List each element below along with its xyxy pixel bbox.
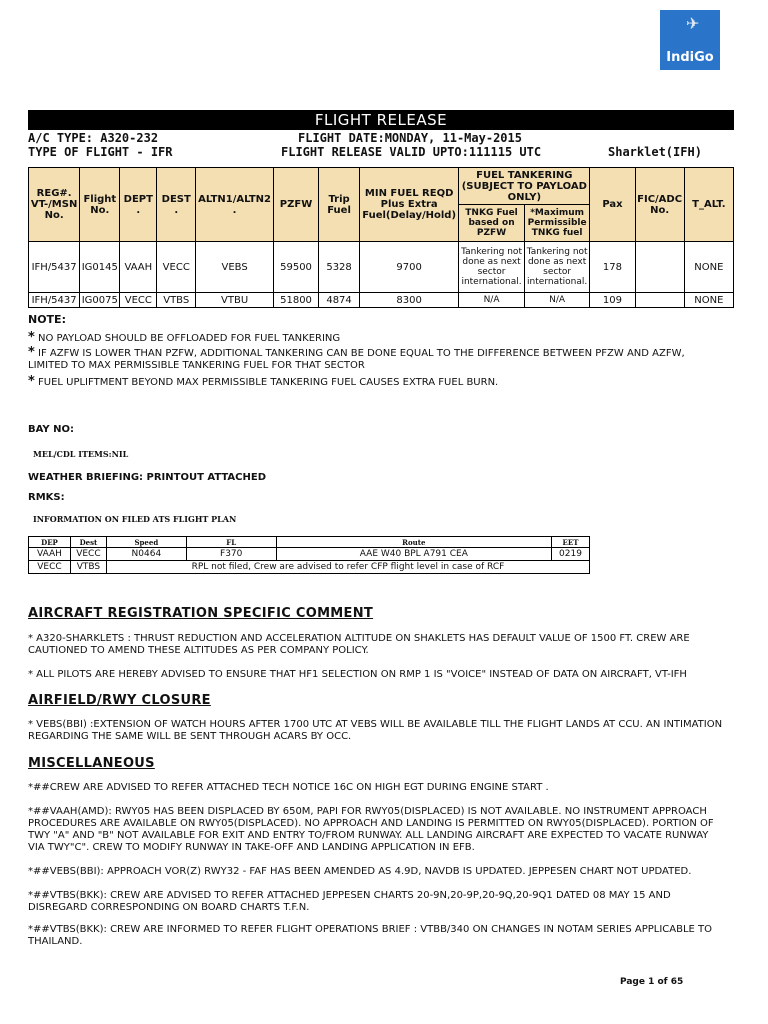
cell-pzfw: 59500	[273, 242, 318, 293]
misc-item: *##VEBS(BBI): APPROACH VOR(Z) RWY32 - FAF HAS BEEN AMENDED AS 4.9D, NAVDB IS UPDATED. JEPPESEN CHART NOT UPDATED.	[28, 866, 692, 877]
cell-fic	[635, 293, 684, 308]
cell-pzfw: 51800	[273, 293, 318, 308]
ats-cell-dest: VTBS	[70, 561, 106, 574]
page-number: Page 1 of 65	[620, 977, 684, 987]
table-row	[29, 548, 590, 561]
cell-min-fuel: 9700	[360, 242, 459, 293]
col-pzfw: PZFW	[273, 168, 318, 242]
misc-heading: MISCELLANEOUS	[28, 756, 155, 771]
ats-cell-route: AAE W40 BPL A791 CEA	[276, 548, 551, 561]
col-reg: REG#. VT-/MSN No.	[29, 168, 80, 242]
misc-item: *##CREW ARE ADVISED TO REFER ATTACHED TECH NOTICE 16C ON HIGH EGT DURING ENGINE START .	[28, 782, 549, 793]
table-row	[29, 242, 734, 293]
ats-col-fl: FL	[186, 537, 276, 548]
col-fic: FIC/ADC No.	[635, 168, 684, 242]
logo-text: IndiGo	[666, 50, 714, 65]
note-item: * IF AZFW IS LOWER THAN PZFW, ADDITIONAL TANKERING CAN BE DONE EQUAL TO THE DIFFERENCE BETWEEN PFZW AND AZFW, LIMITED TO MAX PERMISSIBLE TANKERING FUEL FOR THAT SECTOR	[28, 345, 685, 371]
cell-trip: 4874	[319, 293, 360, 308]
misc-item: *##VTBS(BKK): CREW ARE ADVISED TO REFER ATTACHED JEPPESEN CHARTS 20-9N,20-9P,20-9Q,20-9Q1 DATED 08 MAY 15 AND DISREGARD CORRESPONDING ON BOARD CHARTS T.F.N.	[28, 890, 671, 913]
bay-no: BAY NO:	[28, 424, 74, 435]
indigo-logo	[660, 10, 720, 70]
ats-cell-dep: VAAH	[29, 548, 71, 561]
cell-t-alt: NONE	[684, 242, 733, 293]
col-dest: DEST .	[157, 168, 196, 242]
ats-cell-dest: VECC	[70, 548, 106, 561]
note-text: NO PAYLOAD SHOULD BE OFFLOADED FOR FUEL TANKERING	[38, 333, 341, 344]
cell-fic	[635, 242, 684, 293]
col-max-tnkg: *Maximum Permissible TNKG fuel	[524, 205, 590, 242]
ats-cell-speed: N0464	[106, 548, 186, 561]
aircraft-comment-heading: AIRCRAFT REGISTRATION SPECIFIC COMMENT	[28, 606, 374, 621]
ats-cell-dep: VECC	[29, 561, 71, 574]
aircraft-comment-item: * A320-SHARKLETS : THRUST REDUCTION AND ACCELERATION ALTITUDE ON SHAKLETS HAS DEFAULT VALUE OF 1500 FT. CREW ARE CAUTIONED TO AMEND THESE ALTITUDES AS PER COMPANY POLICY.	[28, 633, 690, 656]
note-heading: NOTE:	[28, 313, 66, 326]
col-flight: Flight No.	[80, 168, 120, 242]
aircraft-comment-item: * ALL PILOTS ARE HEREBY ADVISED TO ENSURE THAT HF1 SELECTION ON RMP 1 IS "VOICE" INSTEAD OF DATA ON AIRCRAFT, VT-IFH	[28, 669, 687, 680]
cell-flight: IG0075	[81, 294, 118, 306]
cell-altn: VEBS	[196, 242, 274, 293]
airfield-closure-heading: AIRFIELD/RWY CLOSURE	[28, 693, 211, 708]
ac-type: A/C TYPE: A320-232	[28, 131, 159, 145]
ats-col-speed: Speed	[106, 537, 186, 548]
ats-table	[28, 536, 590, 574]
misc-item: *##VAAH(AMD): RWY05 HAS BEEN DISPLACED BY 650M, PAPI FOR RWY05(DISPLACED) IS NOT AVAILABLE. NO INSTRUMENT APPROACH PROCEDURES ARE AVAILABLE ON RWY05(DISPLACED). NO APPROACH AND LANDING IS PERMITTED ON RWY05(DISPLACED). PORTION OF TWY "A" AND "B" NOT AVAILABLE FOR EXIT AND ENTRY TO/FROM RUNWAY. ALL LANDING AIRCRAFT ARE EXPECTED TO VACATE RUNWAY VIA TWY"C". CREW TO MODIFY RUNWAY IN TAKE-OFF AND LANDING APPLICATION IN EFB.	[28, 806, 714, 853]
col-tnkg-fuel: TNKG Fuel based on PZFW	[459, 205, 525, 242]
mel-items: MEL/CDL ITEMS:NIL	[33, 449, 129, 459]
note-text: IF AZFW IS LOWER THAN PZFW, ADDITIONAL TANKERING CAN BE DONE EQUAL TO THE DIFFERENCE BETWEEN PFZW AND AZFW, LIMITED TO MAX PERMISSIBLE TANKERING FUEL FOR THAT SECTOR	[28, 348, 685, 371]
flight-date: FLIGHT DATE:MONDAY, 11-May-2015	[298, 131, 522, 145]
cell-reg: IFH/5437	[29, 242, 80, 293]
note-item: * FUEL UPLIFTMENT BEYOND MAX PERMISSIBLE TANKERING FUEL CAUSES EXTRA FUEL BURN.	[28, 374, 499, 389]
cell-trip: 5328	[319, 242, 360, 293]
ats-col-dest: Dest	[70, 537, 106, 548]
weather-briefing: WEATHER BRIEFING: PRINTOUT ATTACHED	[28, 472, 267, 483]
cell-reg: IFH/5437	[29, 293, 80, 308]
airplane-icon: ✈	[686, 14, 700, 33]
cell-flight: IG0145	[80, 242, 120, 293]
cell-altn: VTBU	[196, 293, 274, 308]
flight-type: TYPE OF FLIGHT - IFR	[28, 145, 173, 159]
col-tankering: FUEL TANKERING (SUBJECT TO PAYLOAD ONLY)	[459, 168, 590, 205]
col-trip: Trip Fuel	[319, 168, 360, 242]
col-t-alt: T_ALT.	[684, 168, 733, 242]
cell-t-alt: NONE	[684, 293, 733, 308]
cell-tnkg: Tankering not done as next sector international.	[459, 242, 525, 293]
page-title: FLIGHT RELEASE	[28, 110, 734, 130]
cell-dest: VECC	[157, 242, 196, 293]
ats-col-route: Route	[276, 537, 551, 548]
ats-cell-fl: F370	[186, 548, 276, 561]
cell-dept: VECC	[120, 293, 157, 308]
cell-max-tnkg: Tankering not done as next sector international.	[524, 242, 590, 293]
ats-cell-eet: 0219	[552, 548, 590, 561]
ats-cell-remark: RPL not filed, Crew are advised to refer CFP flight level in case of RCF	[106, 561, 589, 574]
table-row	[29, 293, 734, 308]
cell-pax: 178	[590, 242, 635, 293]
cell-dept: VAAH	[120, 242, 157, 293]
ats-col-eet: EET	[552, 537, 590, 548]
col-dept: DEPT .	[120, 168, 157, 242]
cell-max-tnkg: N/A	[524, 293, 590, 308]
cell-dest: VTBS	[157, 293, 196, 308]
table-row	[29, 561, 590, 574]
note-item: * NO PAYLOAD SHOULD BE OFFLOADED FOR FUEL TANKERING	[28, 330, 341, 345]
rmks: RMKS:	[28, 492, 65, 503]
cell-pax: 109	[590, 293, 635, 308]
ats-heading: INFORMATION ON FILED ATS FLIGHT PLAN	[33, 514, 237, 524]
cell-tnkg: N/A	[459, 293, 525, 308]
col-min-fuel: MIN FUEL REQD Plus Extra Fuel(Delay/Hold)	[360, 168, 459, 242]
flight-table	[28, 167, 734, 308]
col-altn: ALTN1/ALTN2 .	[196, 168, 274, 242]
ats-col-dep: DEP	[29, 537, 71, 548]
release-valid-upto: FLIGHT RELEASE VALID UPTO:111115 UTC	[281, 145, 542, 159]
misc-item: *##VTBS(BKK): CREW ARE INFORMED TO REFER FLIGHT OPERATIONS BRIEF : VTBB/340 ON CHANGES IN NOTAM SERIES APPLICABLE TO THAILAND.	[28, 924, 713, 947]
airfield-closure-item: * VEBS(BBI) :EXTENSION OF WATCH HOURS AFTER 1700 UTC AT VEBS WILL BE AVAILABLE TILL THE FLIGHT LANDS AT CCU. AN INTIMATION REGARDING THE SAME WILL BE SENT THROUGH ACARS BY OCC.	[28, 719, 723, 742]
sharklet-label: Sharklet(IFH)	[608, 145, 702, 159]
col-pax: Pax	[590, 168, 635, 242]
note-text: FUEL UPLIFTMENT BEYOND MAX PERMISSIBLE TANKERING FUEL CAUSES EXTRA FUEL BURN.	[38, 377, 499, 388]
cell-min-fuel: 8300	[360, 293, 459, 308]
